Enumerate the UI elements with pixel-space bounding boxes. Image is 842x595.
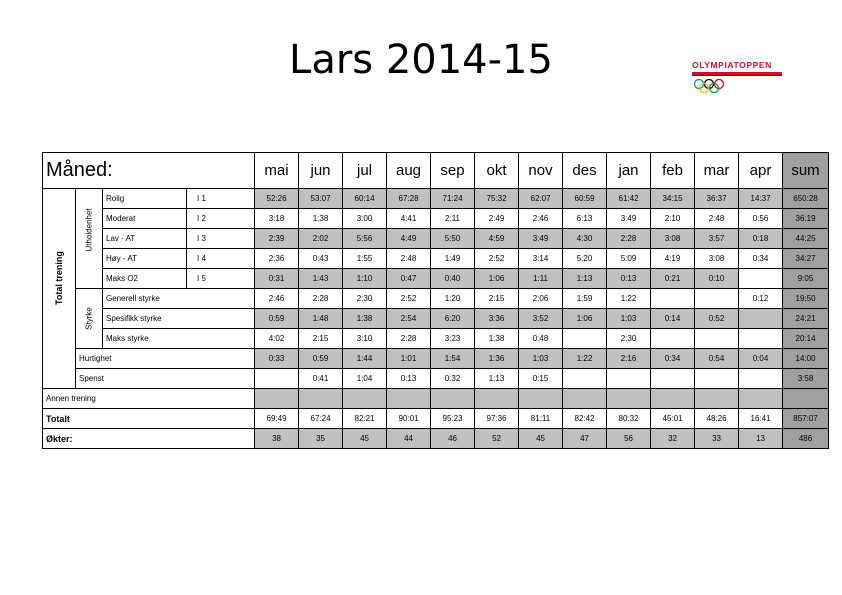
cell: 0:56 (739, 209, 783, 229)
cell: 97:36 (475, 409, 519, 429)
cell: 38 (255, 429, 299, 449)
cell: 1:04 (343, 369, 387, 389)
cell: 3:36 (475, 309, 519, 329)
table-row (43, 389, 829, 409)
cell: 61:42 (607, 189, 651, 209)
row-label: Lav - AT (103, 229, 187, 249)
cell-sum: 20:14 (783, 329, 829, 349)
cell: 2:52 (475, 249, 519, 269)
month-header: des (563, 153, 607, 189)
cell: 82:42 (563, 409, 607, 429)
cell (695, 389, 739, 409)
cell: 90:01 (387, 409, 431, 429)
cell: 71:24 (431, 189, 475, 209)
cell: 0:40 (431, 269, 475, 289)
cell (607, 369, 651, 389)
cell: 1:54 (431, 349, 475, 369)
cell: 75:32 (475, 189, 519, 209)
cell-sum: 34:27 (783, 249, 829, 269)
month-header: mar (695, 153, 739, 189)
cell: 0:04 (739, 349, 783, 369)
cell: 0:13 (387, 369, 431, 389)
cell: 2:36 (255, 249, 299, 269)
cell: 2:16 (607, 349, 651, 369)
cell: 4:59 (475, 229, 519, 249)
cell: 0:59 (255, 309, 299, 329)
cell (607, 389, 651, 409)
cell: 0:48 (519, 329, 563, 349)
month-header: nov (519, 153, 563, 189)
row-label: Økter: (43, 429, 255, 449)
cell: 3:14 (519, 249, 563, 269)
month-header: mai (255, 153, 299, 189)
cell (651, 289, 695, 309)
month-header: jul (343, 153, 387, 189)
cell: 2:28 (299, 289, 343, 309)
cell: 53:07 (299, 189, 343, 209)
table-row (43, 189, 829, 209)
cell (739, 369, 783, 389)
cell: 60:14 (343, 189, 387, 209)
cell: 2:15 (475, 289, 519, 309)
cell-sum: 24:21 (783, 309, 829, 329)
cell-sum: 486 (783, 429, 829, 449)
cell (343, 389, 387, 409)
cell: 0:12 (739, 289, 783, 309)
training-table (42, 152, 829, 449)
row-label: Annen trening (43, 389, 255, 409)
cell: 1:22 (607, 289, 651, 309)
cell (255, 369, 299, 389)
table-row (43, 349, 829, 369)
row-code: I 2 (187, 209, 255, 229)
month-header: okt (475, 153, 519, 189)
cell: 1:06 (475, 269, 519, 289)
cell (387, 389, 431, 409)
month-header: jan (607, 153, 651, 189)
cell: 4:30 (563, 229, 607, 249)
cell: 1:43 (299, 269, 343, 289)
cell: 2:48 (695, 209, 739, 229)
cell: 0:13 (607, 269, 651, 289)
table-row (43, 329, 829, 349)
cell (563, 329, 607, 349)
cell: 1:11 (519, 269, 563, 289)
row-label: Hurtighet (76, 349, 255, 369)
cell: 2:54 (387, 309, 431, 329)
cell: 3:00 (343, 209, 387, 229)
cell: 34:15 (651, 189, 695, 209)
cell: 2:28 (387, 329, 431, 349)
cell: 1:20 (431, 289, 475, 309)
row-label: Maks styrke (103, 329, 255, 349)
cell: 35 (299, 429, 343, 449)
cell: 0:47 (387, 269, 431, 289)
month-header: jun (299, 153, 343, 189)
cell: 2:52 (387, 289, 431, 309)
cell: 45:01 (651, 409, 695, 429)
table-row (43, 249, 829, 269)
month-label: Måned: (43, 153, 255, 189)
cell: 3:52 (519, 309, 563, 329)
cell: 2:15 (299, 329, 343, 349)
cell: 1:03 (519, 349, 563, 369)
row-label: Spesifikk styrke (103, 309, 255, 329)
cell: 1:44 (343, 349, 387, 369)
row-label: Spenst (76, 369, 255, 389)
cell (695, 329, 739, 349)
table-row (43, 209, 829, 229)
cell: 0:54 (695, 349, 739, 369)
cell: 1:38 (475, 329, 519, 349)
cell: 1:10 (343, 269, 387, 289)
cell: 1:13 (475, 369, 519, 389)
cell: 0:32 (431, 369, 475, 389)
group-label-styrke: Styrke (76, 289, 103, 349)
cell: 0:10 (695, 269, 739, 289)
cell: 2:28 (607, 229, 651, 249)
cell (695, 369, 739, 389)
cell: 0:14 (651, 309, 695, 329)
cell: 0:52 (695, 309, 739, 329)
row-code: I 5 (187, 269, 255, 289)
group-label-utholdenhet: Utholdenhet (76, 189, 103, 289)
table-row (43, 309, 829, 329)
cell: 3:49 (607, 209, 651, 229)
table-row (43, 269, 829, 289)
cell: 69:49 (255, 409, 299, 429)
cell: 0:15 (519, 369, 563, 389)
month-header: apr (739, 153, 783, 189)
cell: 0:33 (255, 349, 299, 369)
cell: 3:18 (255, 209, 299, 229)
cell: 6:13 (563, 209, 607, 229)
cell (739, 329, 783, 349)
cell: 2:06 (519, 289, 563, 309)
cell: 3:08 (695, 249, 739, 269)
row-label: Høy - AT (103, 249, 187, 269)
cell: 33 (695, 429, 739, 449)
cell: 46 (431, 429, 475, 449)
cell: 2:39 (255, 229, 299, 249)
cell: 0:34 (739, 249, 783, 269)
group-label-total: Total trening (43, 189, 76, 389)
cell: 1:13 (563, 269, 607, 289)
table-row (43, 229, 829, 249)
cell: 3:23 (431, 329, 475, 349)
cell: 52 (475, 429, 519, 449)
cell: 2:10 (651, 209, 695, 229)
cell: 45 (519, 429, 563, 449)
cell: 1:36 (475, 349, 519, 369)
cell: 0:34 (651, 349, 695, 369)
cell: 1:06 (563, 309, 607, 329)
cell: 1:38 (299, 209, 343, 229)
cell: 32 (651, 429, 695, 449)
row-label: Generell styrke (103, 289, 255, 309)
cell: 3:08 (651, 229, 695, 249)
cell: 36:37 (695, 189, 739, 209)
row-label: Maks O2 (103, 269, 187, 289)
cell: 4:02 (255, 329, 299, 349)
cell (431, 389, 475, 409)
cell: 67:28 (387, 189, 431, 209)
olympic-rings-icon (692, 79, 738, 93)
cell: 47 (563, 429, 607, 449)
row-label: Rolig (103, 189, 187, 209)
cell: 44 (387, 429, 431, 449)
cell (255, 389, 299, 409)
cell: 2:46 (519, 209, 563, 229)
cell: 14:37 (739, 189, 783, 209)
cell: 3:10 (343, 329, 387, 349)
cell: 4:41 (387, 209, 431, 229)
cell: 0:31 (255, 269, 299, 289)
cell (651, 369, 695, 389)
month-header: feb (651, 153, 695, 189)
cell (739, 309, 783, 329)
cell: 4:49 (387, 229, 431, 249)
month-header: aug (387, 153, 431, 189)
cell (651, 329, 695, 349)
cell-sum: 44:25 (783, 229, 829, 249)
cell: 5:50 (431, 229, 475, 249)
cell: 52:26 (255, 189, 299, 209)
cell: 62:07 (519, 189, 563, 209)
cell: 45 (343, 429, 387, 449)
cell: 48:26 (695, 409, 739, 429)
cell: 13 (739, 429, 783, 449)
cell: 95:23 (431, 409, 475, 429)
cell-sum (783, 389, 829, 409)
row-code: I 1 (187, 189, 255, 209)
table-row (43, 289, 829, 309)
cell: 5:56 (343, 229, 387, 249)
cell: 0:18 (739, 229, 783, 249)
cell: 2:30 (343, 289, 387, 309)
cell-sum: 650:28 (783, 189, 829, 209)
cell-sum: 14:00 (783, 349, 829, 369)
cell: 6:20 (431, 309, 475, 329)
month-header: sep (431, 153, 475, 189)
row-code: I 4 (187, 249, 255, 269)
cell: 16:41 (739, 409, 783, 429)
cell-sum: 19:50 (783, 289, 829, 309)
cell: 56 (607, 429, 651, 449)
cell: 1:59 (563, 289, 607, 309)
total-row (43, 409, 829, 429)
cell (739, 269, 783, 289)
cell-sum: 3:58 (783, 369, 829, 389)
cell: 60:59 (563, 189, 607, 209)
page-title: Lars 2014-15 (289, 37, 553, 83)
cell: 0:59 (299, 349, 343, 369)
cell (563, 369, 607, 389)
cell: 5:20 (563, 249, 607, 269)
row-code: I 3 (187, 229, 255, 249)
cell: 0:43 (299, 249, 343, 269)
cell: 82:21 (343, 409, 387, 429)
cell: 0:21 (651, 269, 695, 289)
cell: 5:09 (607, 249, 651, 269)
cell: 1:49 (431, 249, 475, 269)
cell: 3:57 (695, 229, 739, 249)
header-row (43, 153, 829, 189)
cell (651, 389, 695, 409)
cell: 67:24 (299, 409, 343, 429)
sessions-row (43, 429, 829, 449)
cell: 1:22 (563, 349, 607, 369)
table-row (43, 369, 829, 389)
cell-sum: 9:05 (783, 269, 829, 289)
cell: 2:02 (299, 229, 343, 249)
cell-sum: 857:07 (783, 409, 829, 429)
cell (563, 389, 607, 409)
cell (739, 389, 783, 409)
cell (475, 389, 519, 409)
cell-sum: 36:19 (783, 209, 829, 229)
cell: 2:49 (475, 209, 519, 229)
row-label: Moderat (103, 209, 187, 229)
cell: 1:55 (343, 249, 387, 269)
row-label: Totalt (43, 409, 255, 429)
cell: 2:30 (607, 329, 651, 349)
cell: 80:32 (607, 409, 651, 429)
cell: 2:48 (387, 249, 431, 269)
cell (299, 389, 343, 409)
cell (695, 289, 739, 309)
cell: 3:49 (519, 229, 563, 249)
cell: 4:19 (651, 249, 695, 269)
cell: 1:48 (299, 309, 343, 329)
olympiatoppen-logo (692, 60, 784, 94)
logo-blue-bar (692, 75, 782, 76)
logo-text: OLYMPIATOPPEN (692, 60, 772, 70)
cell: 1:01 (387, 349, 431, 369)
cell: 0:41 (299, 369, 343, 389)
cell: 1:38 (343, 309, 387, 329)
cell: 1:03 (607, 309, 651, 329)
cell: 2:11 (431, 209, 475, 229)
cell: 81:11 (519, 409, 563, 429)
month-header-sum: sum (783, 153, 829, 189)
cell (519, 389, 563, 409)
cell: 2:46 (255, 289, 299, 309)
